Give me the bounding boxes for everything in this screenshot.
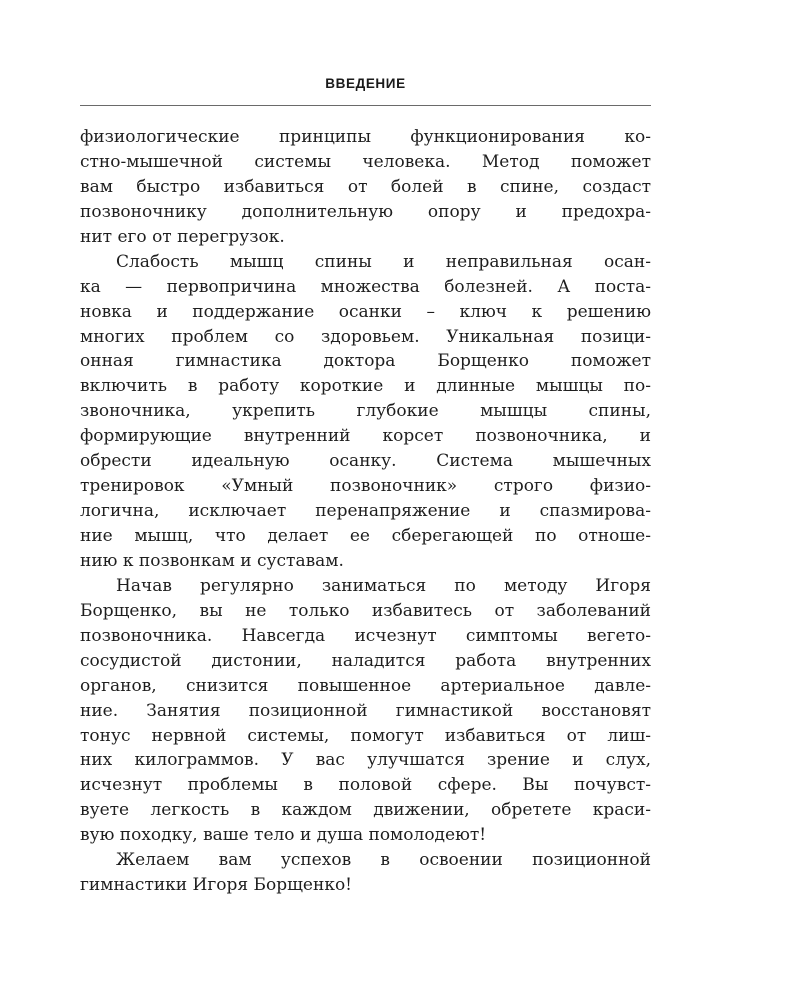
text-line: ка — первопричина множества болезней. А поста- — [80, 276, 651, 297]
body-text — [80, 125, 651, 898]
text-line: формирующие внутренний корсет позвоночника, и — [80, 426, 651, 447]
text-line: тонус нервной системы, помогут избавиться от лиш- — [80, 725, 651, 746]
text-line: Начав регулярно заниматься по методу Игоря — [116, 575, 651, 596]
text-line: них килограммов. У вас улучшатся зрение и слух, — [80, 750, 651, 771]
text-line: вам быстро избавиться от болей в спине, создаст — [80, 176, 651, 197]
text-line: онная гимнастика доктора Борщенко поможет — [80, 351, 651, 372]
paragraph-4 — [80, 848, 651, 898]
text-line: гимнастики Игоря Борщенко! — [80, 875, 353, 896]
paragraph-3 — [80, 574, 651, 848]
text-line: звоночника, укрепить глубокие мышцы спины, — [80, 401, 651, 422]
text-line: стно-мышечной системы человека. Метод поможет — [80, 151, 651, 172]
text-line: позвоночнику дополнительную опору и предохра- — [80, 201, 651, 222]
text-line: вую походку, ваше тело и душа помолодеют! — [80, 825, 487, 846]
text-line: органов, снизится повышенное артериальное давле- — [80, 675, 651, 696]
paragraph-2 — [80, 250, 651, 574]
text-line: сосудистой дистонии, наладится работа внутренних — [80, 650, 651, 671]
text-line: исчезнут проблемы в половой сфере. Вы почувст- — [80, 775, 651, 796]
text-line: включить в работу короткие и длинные мышцы по- — [80, 376, 651, 397]
text-line: Желаем вам успехов в освоении позиционной — [116, 850, 651, 871]
text-line: многих проблем со здоровьем. Уникальная позици- — [80, 326, 651, 347]
text-line: тренировок «Умный позвоночник» строго физио- — [80, 476, 651, 497]
text-line: нию к позвонкам и суставам. — [80, 550, 344, 571]
text-line: вуете легкость в каждом движении, обретете краси- — [80, 800, 651, 821]
text-line: ние мышц, что делает ее сберегающей по отноше- — [80, 526, 651, 546]
text-line: ние. Занятия позиционной гимнастикой восстановят — [80, 700, 651, 721]
running-header: ВВЕДЕНИЕ — [325, 76, 406, 91]
text-line: Слабость мышц спины и неправильная осан- — [116, 251, 651, 272]
header-rule — [80, 105, 651, 106]
text-line: обрести идеальную осанку. Система мышечных — [80, 451, 651, 472]
paragraph-1 — [80, 125, 651, 250]
text-line: физиологические принципы функционирования ко- — [80, 127, 651, 147]
text-line: Борщенко, вы не только избавитесь от заболеваний — [80, 600, 651, 621]
text-line: логична, исключает перенапряжение и спазмирова- — [80, 501, 651, 522]
text-line: позвоночника. Навсегда исчезнут симптомы вегето- — [80, 625, 651, 646]
text-line: новка и поддержание осанки – ключ к решению — [80, 301, 651, 322]
text-line: нит его от перегрузок. — [80, 226, 285, 247]
